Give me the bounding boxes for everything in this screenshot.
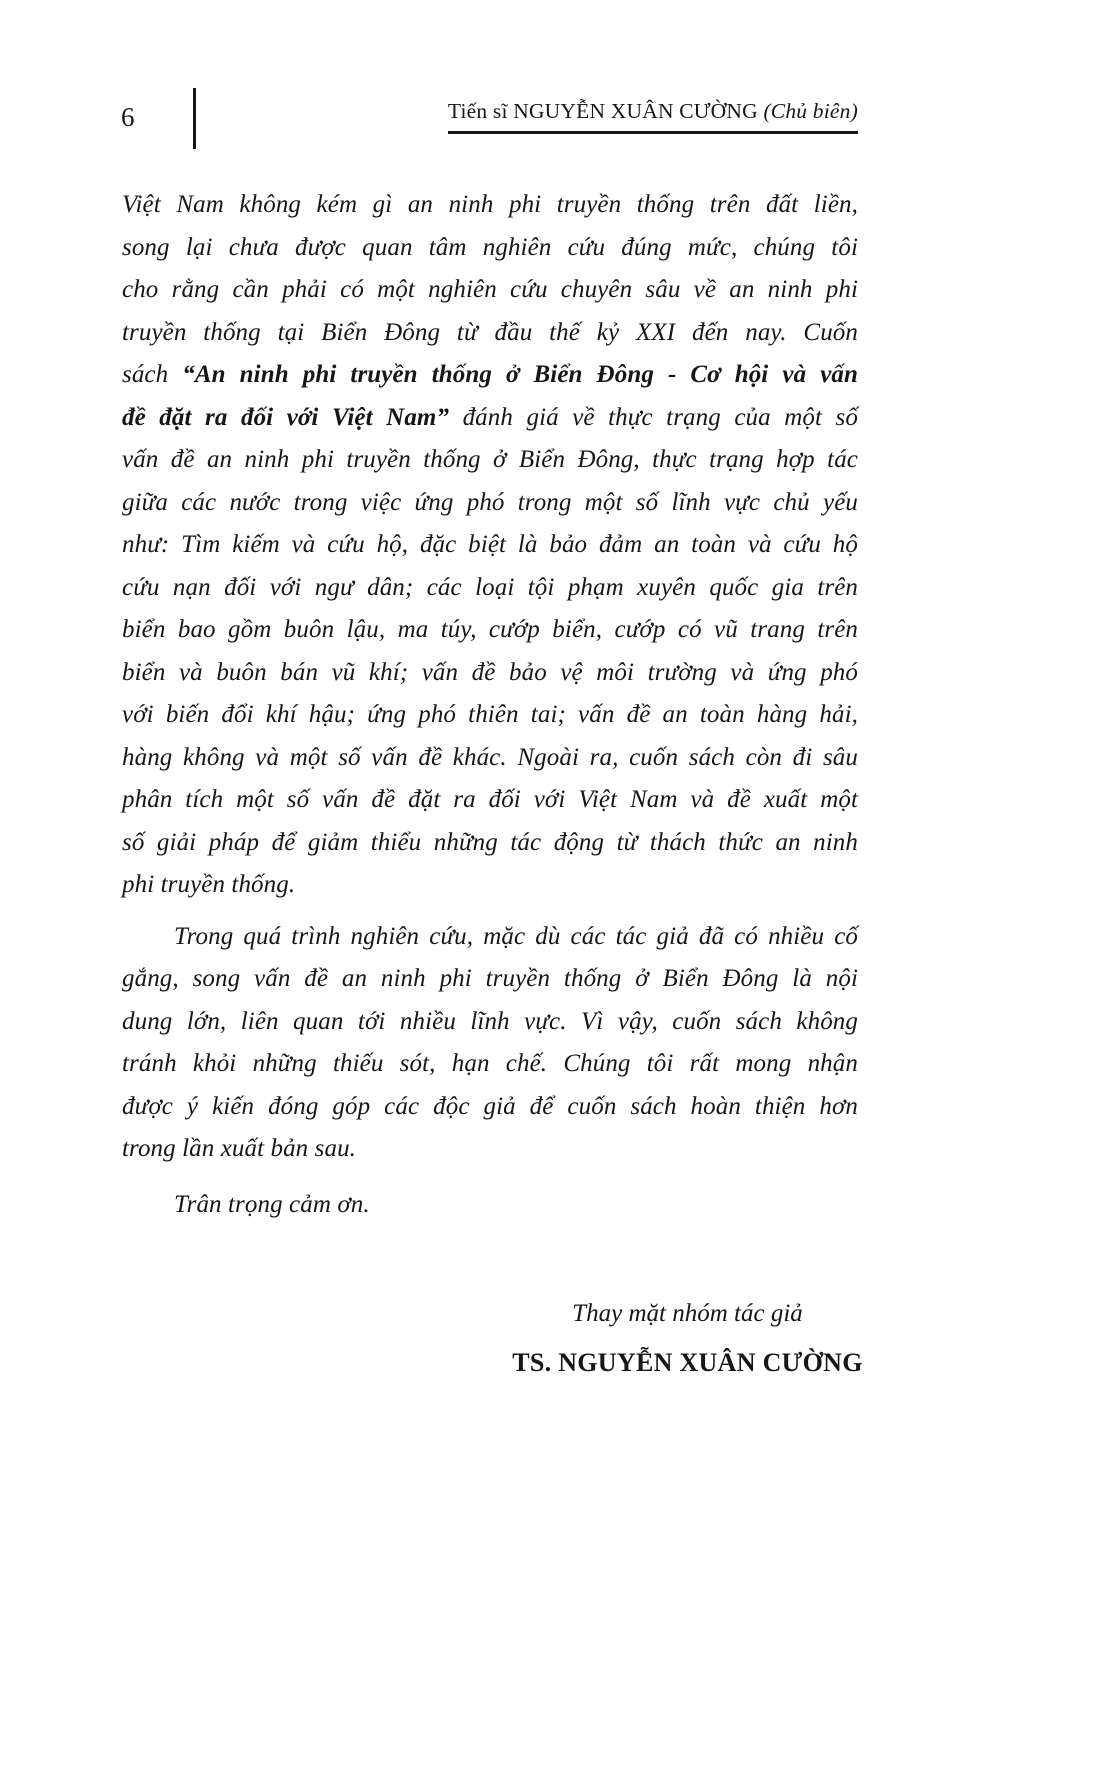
body-line: trong lần xuất bản sau. <box>122 1135 357 1162</box>
body-line <box>122 397 858 440</box>
body-line <box>122 354 858 397</box>
running-header <box>448 99 858 134</box>
body-line: Trân trọng cảm ơn. <box>174 1190 370 1218</box>
body-line: dung lớn, liên quan tới nhiều lĩnh vực. Vì vậy, cuốn sách không <box>122 1007 858 1035</box>
body-line: số giải pháp để giảm thiểu những tác động từ thách thức an ninh <box>122 828 858 856</box>
body-line: vấn đề an ninh phi truyền thống ở Biển Đông, thực trạng hợp tác <box>122 446 858 473</box>
body-line: hàng không và một số vấn đề khác. Ngoài ra, cuốn sách còn đi sâu <box>122 743 858 771</box>
signature-block <box>455 1297 920 1380</box>
body-line: Trong quá trình nghiên cứu, mặc dù các tác giả đã có nhiều cố <box>174 922 858 950</box>
body-line: phi truyền thống. <box>122 871 296 898</box>
body-line: song lại chưa được quan tâm nghiên cứu đúng mức, chúng tôi <box>122 233 858 261</box>
body-line-regular: đánh giá về thực trạng của một số <box>449 403 858 431</box>
body-line: giữa các nước trong việc ứng phó trong một số lĩnh vực chủ yếu <box>122 488 858 516</box>
body-line-regular: sách <box>122 361 183 388</box>
book-title-bold: “An ninh phi truyền thống ở Biển Đông - Cơ hội và vấn <box>182 361 858 388</box>
body-line: phân tích một số vấn đề đặt ra đối với Việt Nam và đề xuất một <box>122 786 858 813</box>
header-divider-bar <box>193 88 196 149</box>
paragraph-1 <box>122 184 858 907</box>
paragraph-3 <box>122 1184 858 1227</box>
running-header-role: (Chủ biên) <box>763 99 858 123</box>
running-header-author: Tiến sĩ NGUYỄN XUÂN CƯỜNG <box>447 99 764 123</box>
signature-role: Thay mặt nhóm tác giả <box>572 1300 803 1327</box>
body-line: cho rằng cần phải có một nghiên cứu chuyên sâu về an ninh phi <box>122 276 858 303</box>
body-line: biển và buôn bán vũ khí; vấn đề bảo vệ môi trường và ứng phó <box>122 658 858 686</box>
body-line: Việt Nam không kém gì an ninh phi truyền thống trên đất liền, <box>122 191 858 218</box>
signature-name: TS. NGUYỄN XUÂN CƯỜNG <box>512 1348 863 1377</box>
body-line: với biến đổi khí hậu; ứng phó thiên tai; vấn đề an toàn hàng hải, <box>122 701 858 728</box>
paragraph-2 <box>122 916 858 1171</box>
body-line: như: Tìm kiếm và cứu hộ, đặc biệt là bảo đảm an toàn và cứu hộ <box>122 531 858 558</box>
body-line: được ý kiến đóng góp các độc giả để cuốn sách hoàn thiện hơn <box>122 1092 858 1120</box>
body-text <box>122 184 858 1226</box>
page-number: 6 <box>121 102 135 132</box>
body-line: gắng, song vấn đề an ninh phi truyền thống ở Biển Đông là nội <box>122 965 858 992</box>
book-title-bold: đề đặt ra đối với Việt Nam” <box>122 403 450 431</box>
body-line: tránh khỏi những thiếu sót, hạn chế. Chúng tôi rất mong nhận <box>122 1050 858 1077</box>
body-line: cứu nạn đối với ngư dân; các loại tội phạm xuyên quốc gia trên <box>122 573 858 601</box>
body-line: truyền thống tại Biển Đông từ đầu thế kỷ XXI đến nay. Cuốn <box>122 318 858 346</box>
body-line: biển bao gồm buôn lậu, ma túy, cướp biển, cướp có vũ trang trên <box>122 616 858 643</box>
